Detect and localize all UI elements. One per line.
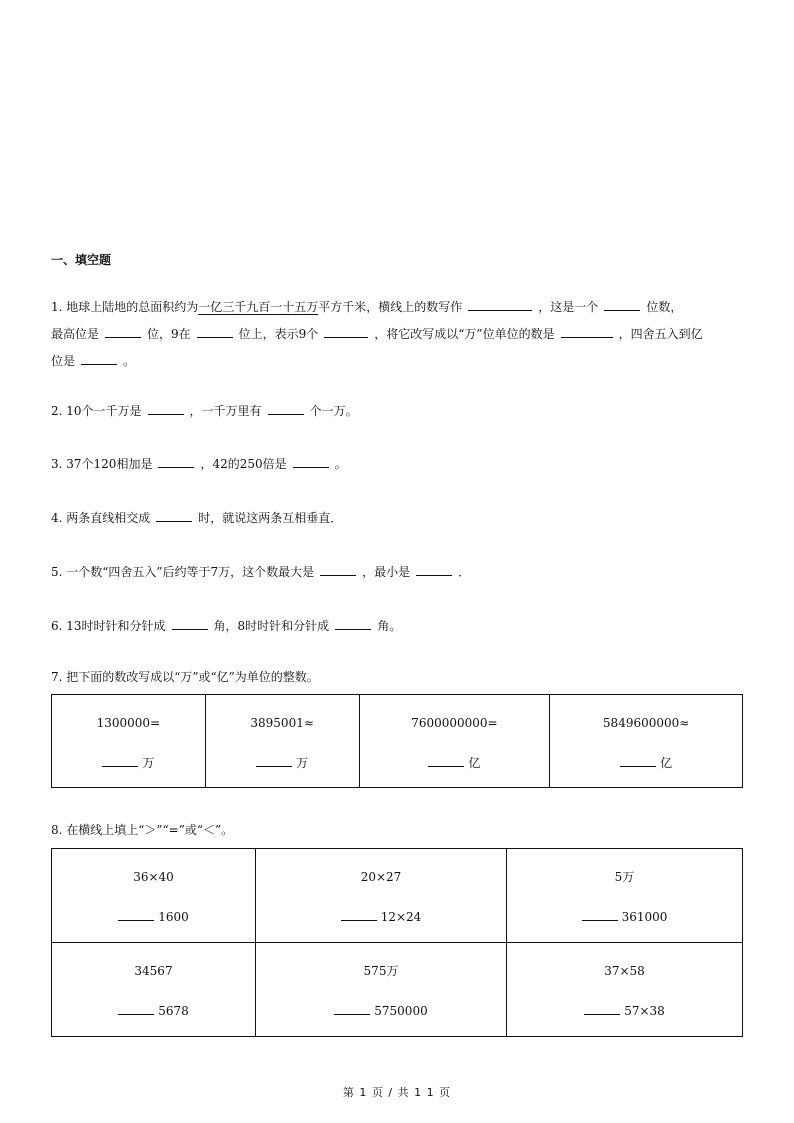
question-1 xyxy=(51,294,751,375)
q8-table xyxy=(51,848,743,1037)
q8-cell xyxy=(507,849,743,943)
q6-text-2: 角，8时时针和分针成 xyxy=(213,619,330,633)
answer-blank[interactable] xyxy=(428,753,464,767)
answer-blank[interactable] xyxy=(320,562,356,576)
answer-blank[interactable] xyxy=(256,753,292,767)
q5-text-1: 5. 一个数“四舍五入”后约等于7万，这个数最大是 xyxy=(51,565,315,579)
cell-unit: 万 xyxy=(142,756,155,770)
question-2 xyxy=(51,398,751,425)
cell-unit: 万 xyxy=(296,756,309,770)
q2-text-2: ，一千万里有 xyxy=(189,404,262,418)
question-5 xyxy=(51,559,751,586)
q1-text-8: ，将它改写成以“万”位单位的数是 xyxy=(374,327,555,341)
cell-compare-value: 1600 xyxy=(158,910,189,924)
section-title: 一、填空题 xyxy=(51,253,112,267)
question-6 xyxy=(51,613,751,640)
q5-text-2: ，最小是 xyxy=(362,565,411,579)
q4-text-2: 时，就说这两条互相垂直． xyxy=(198,511,343,525)
q1-text-1: 1. 地球上陆地的总面积约为 xyxy=(51,300,199,314)
q1-text-10: 位是 xyxy=(51,354,76,368)
q8-cell xyxy=(256,943,507,1037)
cell-expression: 34567 xyxy=(134,964,173,978)
cell-expression: 37×58 xyxy=(604,964,645,978)
q1-text-2: 平方千米，横线上的数写作 xyxy=(318,300,463,314)
q1-text-5: 最高位是 xyxy=(51,327,100,341)
answer-blank[interactable] xyxy=(341,907,377,921)
cell-compare-value: 5678 xyxy=(158,1004,189,1018)
answer-blank[interactable] xyxy=(105,324,141,338)
q7-cell xyxy=(52,695,206,788)
q6-text-3: 角。 xyxy=(377,619,402,633)
question-4 xyxy=(51,505,751,532)
cell-expression: 36×40 xyxy=(133,870,174,884)
page-footer: 第 1 页 / 共 1 1 页 xyxy=(342,1086,452,1099)
q7-table xyxy=(51,694,743,788)
q4-text-1: 4. 两条直线相交成 xyxy=(51,511,151,525)
answer-blank[interactable] xyxy=(118,1001,154,1015)
q8-cell xyxy=(507,943,743,1037)
question-7 xyxy=(51,664,751,691)
q1-text-4: 位数， xyxy=(646,300,683,314)
cell-expression: 5万 xyxy=(614,870,635,884)
cell-number: 1300000= xyxy=(96,716,161,730)
q1-underlined-text: 一亿三千九百一十五万 xyxy=(198,300,319,314)
answer-blank[interactable] xyxy=(172,616,208,630)
answer-blank[interactable] xyxy=(584,1001,620,1015)
q7-cell xyxy=(550,695,743,788)
answer-blank[interactable] xyxy=(148,401,184,415)
answer-blank[interactable] xyxy=(197,324,233,338)
cell-unit: 亿 xyxy=(660,756,673,770)
q1-text-7: 位上，表示9个 xyxy=(238,327,319,341)
cell-unit: 亿 xyxy=(468,756,481,770)
q3-text-3: 。 xyxy=(334,457,347,471)
cell-number: 5849600000≈ xyxy=(602,716,690,730)
question-8 xyxy=(51,817,751,844)
q1-text-9: ，四舍五入到亿 xyxy=(618,327,703,341)
q3-text-1: 3. 37个120相加是 xyxy=(51,457,153,471)
answer-blank[interactable] xyxy=(102,753,138,767)
answer-blank[interactable] xyxy=(582,907,618,921)
answer-blank[interactable] xyxy=(156,508,192,522)
answer-blank[interactable] xyxy=(81,351,117,365)
question-3 xyxy=(51,451,751,478)
cell-number: 7600000000= xyxy=(411,716,498,730)
q1-text-6: 位，9在 xyxy=(147,327,191,341)
q8-cell xyxy=(52,943,256,1037)
answer-blank[interactable] xyxy=(293,454,329,468)
q5-text-3: ． xyxy=(458,565,471,579)
q7-text: 7. 把下面的数改写成以“万”或“亿”为单位的整数。 xyxy=(51,670,319,684)
answer-blank[interactable] xyxy=(468,297,532,311)
answer-blank[interactable] xyxy=(335,616,371,630)
answer-blank[interactable] xyxy=(334,1001,370,1015)
cell-compare-value: 361000 xyxy=(621,910,668,924)
q6-text-1: 6. 13时时针和分针成 xyxy=(51,619,166,633)
cell-compare-value: 5750000 xyxy=(374,1004,428,1018)
q7-cell xyxy=(359,695,550,788)
answer-blank[interactable] xyxy=(158,454,194,468)
q8-cell xyxy=(52,849,256,943)
answer-blank[interactable] xyxy=(620,753,656,767)
q1-text-11: 。 xyxy=(123,354,136,368)
answer-blank[interactable] xyxy=(268,401,304,415)
cell-compare-value: 12×24 xyxy=(380,910,422,924)
answer-blank[interactable] xyxy=(416,562,452,576)
answer-blank[interactable] xyxy=(324,324,368,338)
cell-expression: 575万 xyxy=(363,964,399,978)
q8-text: 8. 在横线上填上“＞”“=”或“＜”。 xyxy=(51,823,234,837)
q2-text-3: 个一万。 xyxy=(309,404,358,418)
q1-text-3: ，这是一个 xyxy=(538,300,599,314)
answer-blank[interactable] xyxy=(604,297,640,311)
cell-expression: 20×27 xyxy=(360,870,402,884)
cell-compare-value: 57×38 xyxy=(624,1004,665,1018)
q7-cell xyxy=(205,695,359,788)
q3-text-2: ，42的250倍是 xyxy=(200,457,287,471)
q2-text-1: 2. 10个一千万是 xyxy=(51,404,142,418)
answer-blank[interactable] xyxy=(561,324,613,338)
answer-blank[interactable] xyxy=(118,907,154,921)
cell-number: 3895001≈ xyxy=(250,716,314,730)
q8-cell xyxy=(256,849,507,943)
